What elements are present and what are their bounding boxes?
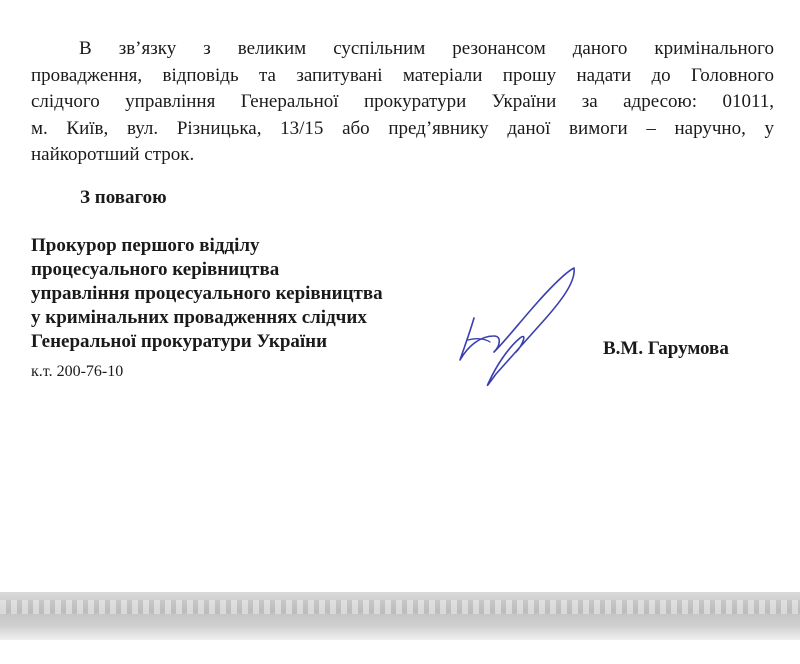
body-line-2: провадження, відповідь та запитувані матеріали прошу надати до Головного	[31, 64, 774, 86]
page-bottom-margin	[0, 640, 800, 664]
contact-phone: к.т. 200-76-10	[31, 363, 124, 380]
signature-stroke	[460, 268, 574, 385]
scan-shadow-strip	[0, 592, 800, 640]
body-line-4: м. Київ, вул. Різницька, 13/15 або пред’явнику даної вимоги – наручно, у	[31, 117, 774, 139]
body-line-3: слідчого управління Генеральної прокуратури України за адресою: 01011,	[31, 91, 774, 112]
handwritten-signature	[450, 262, 590, 392]
signatory-title-line-3: управління процесуального керівництва	[31, 283, 383, 304]
signatory-title-block	[31, 234, 383, 354]
body-line-1: В зв’язку з великим суспільним резонансом даного кримінального	[79, 38, 774, 59]
signatory-title-line-4: у кримінальних провадженнях слідчих	[31, 307, 367, 328]
signatory-title-line-2: процесуального керівництва	[31, 259, 280, 280]
letter-body-paragraph	[31, 36, 774, 169]
signer-name: В.М. Гарумова	[603, 338, 729, 359]
closing-salutation: З повагою	[80, 187, 167, 208]
signatory-title-line-1: Прокурор першого відділу	[31, 235, 260, 256]
signatory-title-line-5: Генеральної прокуратури України	[31, 331, 328, 352]
body-line-5: найкоротший строк.	[31, 144, 195, 165]
